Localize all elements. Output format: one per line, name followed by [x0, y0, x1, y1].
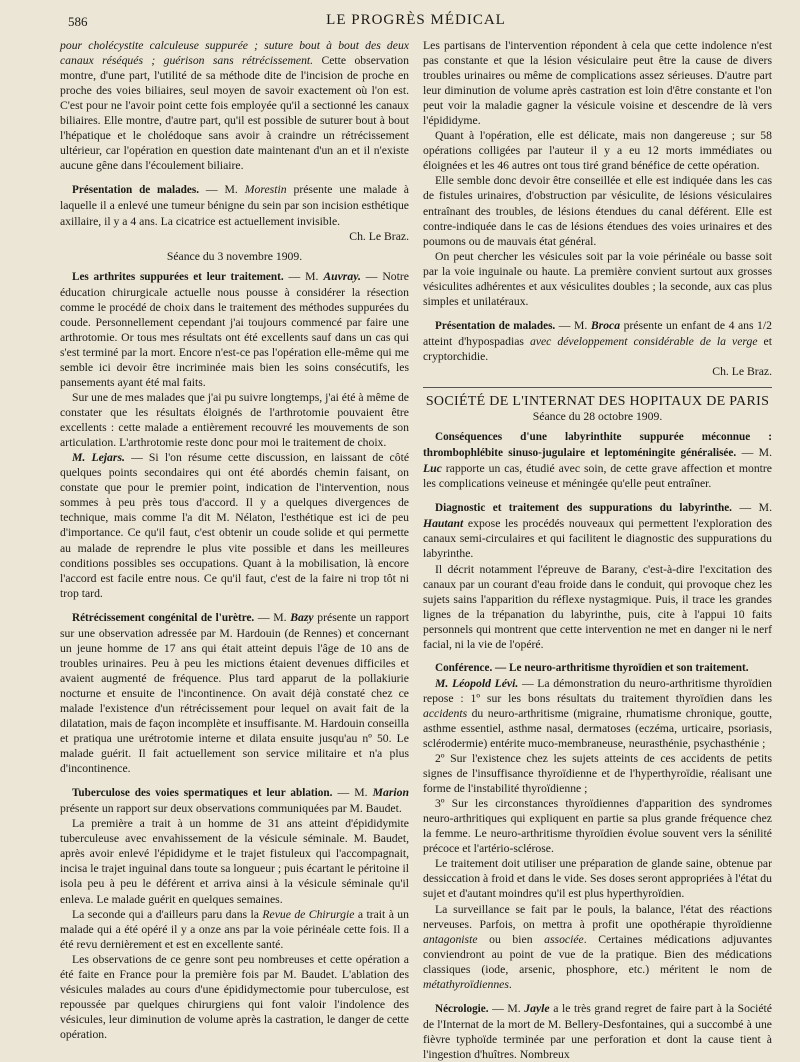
society-title: SOCIÉTÉ DE L'INTERNAT DES HOPITAUX DE PARIS	[425, 394, 770, 410]
paragraph: pour cholécystite calculeuse suppurée ; suture bout à bout des deux canaux réséqués ; guérison sans rétrécissement. Cette observation montre, d'une part, l'utilité de sa méthode dite de l'incision de proche en proche des voies biliaires, seul moyen de savoir exactement où l'on est. C'est pour ne l'avoir point cette fois employée qu'il a sectionné les canaux biliaires. Elle montre, d'autre part, qu'il est possible de suturer bout à bout l'hépatique et le cholédoque sans avoir à craindre un rétrécissement ultérieur, car l'opération en question date maintenant d'un an et il n'existe aucune gêne dans l'écoulement biliaire.	[60, 39, 409, 173]
journal-title: LE PROGRÈS MÉDICAL	[326, 12, 506, 28]
signature: Ch. Le Braz.	[349, 229, 409, 243]
society-date: Séance du 28 octobre 1909.	[532, 410, 663, 424]
section-tuberculose: Tuberculose des voies spermatiques et leur ablation. — M. Marion présente un rapport sur deux observations communiquées par M. Baudet.	[60, 786, 409, 816]
paragraph: On peut chercher les vésicules soit par la voie périnéale ou basse soit par la voie inguinale ou haute. La première convient surtout aux grosses vésiculites adhérentes et aux vésiculites doubles ; la seconde, aux cas plus simples et unilatéraux.	[423, 249, 772, 308]
section-presentation-broca: Présentation de malades. — M. Broca présente un enfant de 4 ans 1/2 atteint d'hypospadias avec développement considérable de la verge et cryptorchidie.	[423, 318, 772, 363]
paragraph: M. Léopold Lévi. — La démonstration du neuro-arthritisme thyroïdien repose : 1º sur les bons résultats du traitement thyroïdien dans les accidents du neuro-arthritisme (migraine, rhumatisme chronique, goutte, asthme essentiel, asthme nasal, dermatoses (eczéma, urticaire, psoriasis, sclérodermie) entérite muco-membraneuse, neurasthénie, psychasthénie ;	[423, 676, 772, 751]
section-conference: Conférence. — Le neuro-arthritisme thyroïdien et son traitement.	[435, 661, 749, 674]
signature: Ch. Le Braz.	[712, 364, 772, 378]
paragraph: M. Lejars. — Si l'on résume cette discussion, en laissant de côté quelques points secondaires qui ont été abordés chemin faisant, on constate que pour le premier point, indication de l'intervention, nous sommes à peu près tous d'accord. Il y a quelques divergences de technique, mais comme l'a dit M. Nélaton, l'esthétique est ici de peu d'importance. Ce qu'il faut, c'est obtenir un coude solide et qui permette au malade de reprendre le plus vite possible et dans les meilleures conditions possibles ses occupations. Quant à la mobilisation, là encore l'accord est facile entre nous. Ce qu'il faut, c'est de la faire ni trop tôt ni trop tard.	[60, 451, 410, 600]
section-presentation-morestin: Présentation de malades. — M. Morestin présente une malade à laquelle il a enlevé une tumeur bénigne du sein par son incision esthétique axillaire, il y a 4 ans. La cicatrice est actuellement invisible.	[60, 183, 409, 228]
paragraph: Quant à l'opération, elle est délicate, mais non dangereuse ; sur 58 opérations colligées par l'auteur il y a eu 12 morts immédiates ou éloignées et les 46 autres ont tous tiré grand bénéfice de cette opération.	[423, 129, 772, 173]
section-arthrites: Les arthrites suppurées et leur traitement. — M. Auvray. — Notre éducation chirurgicale actuelle nous pousse à considérer la résection comme le procédé de choix dans le traitement des méthodes suppurées du coude. Personnellement cependant j'ai toujours commencé par faire une arthrotomie. Or tous mes résultats ont été excellents sauf dans un cas qui s'est terminé par la mort. Encore n'est-ce pas l'opération elle-même qui me semble ici devoir être incriminée mais bien les soins consécutifs, les pansements ayant été mal faits.	[60, 269, 409, 389]
section-diagnostic: Diagnostic et traitement des suppurations du labyrinthe. — M. Hautant expose les procédés nouveaux qui permettent l'exploration des canaux semi-circulaires et qui facilitent le diagnostic des suppurations du labyrinthe.	[423, 501, 772, 561]
paragraph: Elle semble donc devoir être conseillée et elle est indiquée dans les cas de fistules urinaires, d'obstruction par vésiculite, de lésions vésiculaires entraînant des troubles, de lésions étendues du canal déférent. Elle est contre-indiquée dans le cas de lésions étendues des voies urinaires et des poumons ou de mauvais état général.	[423, 174, 772, 248]
section-labyrinthite: Conséquences d'une labyrinthite suppurée méconnue : thrombophlébite sinuso-jugulaire et leptoméningite généralisée. — M. Luc rapporte un cas, étudié avec soin, de cette grave affection et montre les complications veineuse et méningée qu'elle peut entraîner.	[423, 431, 772, 491]
right-column	[423, 38, 772, 1062]
paragraph: La première a trait à un homme de 31 ans atteint d'épididymite tuberculeuse avec envahissement de la vésicule séminale. M. Baudet, après avoir enlevé l'épididyme et le trajet fistuleux qui l'accompagnait, incisa le trajet inguinal dans toute sa longueur ; puis écartant le péritoine il isola peu à peu le déférent et arriva ainsi à la vésicule séminale qu'il enleva. Le malade guérit en quelques semaines.	[60, 817, 409, 906]
paragraph: La surveillance se fait par le pouls, la balance, l'état des réactions nerveuses. Parfois, on mettra à profit une opothérapie thyroïdienne antagoniste ou bien associée. Certaines médications adjuvantes conviendront au point de vue de la pratique. Bien des médications classiques (iode, arsenic, phosphore, etc.) méritent le nom de métathyroïdiennes.	[423, 902, 772, 991]
paragraph: 2º Sur l'existence chez les sujets atteints de ces accidents de petits signes de l'insuffisance thyroïdienne et de l'hyperthyroïdie, réalisant une forme de l'instabilité thyroïdienne ;	[423, 752, 772, 796]
seance-date: Séance du 3 novembre 1909.	[166, 249, 303, 263]
paragraph: Les partisans de l'intervention répondent à cela que cette indolence n'est pas constante et que la lésion vésiculaire peut être la cause de divers troubles urinaires ou même de complications assez sérieuses. D'autre part leur diminution de volume après castration est loin d'être constante et l'on peut voir la maladie gagner la vésicule voisine et descendre de là vers l'épididyme.	[423, 39, 772, 128]
page-number: 586	[68, 14, 88, 29]
section-necrologie: Nécrologie. — M. Jayle a le très grand regret de faire part à la Société de l'Internat de la mort de M. Bellery-Desfontaines, qui a succombé à une fièvre typhoïde terminée par une perforation et dont la cause tient à l'ingestion d'huîtres. Nombreux	[423, 1001, 772, 1061]
left-column	[60, 38, 409, 1062]
paragraph: Le traitement doit utiliser une préparation de glande saine, obtenue par dessiccation à froid et dans le vide. Ses doses seront appropriées à l'état du sujet et d'autant moindres qu'il est plus hyperthyroïdien.	[423, 857, 772, 901]
paragraph: Sur une de mes malades que j'ai pu suivre longtemps, j'ai été à même de constater que les résultats éloignés de l'arthrotomie pouvaient être excellents : cette malade a entièrement recouvré les mouvements de son articulation. L'arthrotomie reste donc pour moi le traitement de choix.	[60, 391, 409, 450]
section-retrecissement: Rétrécissement congénital de l'urètre. — M. Bazy présente un rapport sur une observation adressée par M. Hardouin (de Rennes) et concernant un jeune homme de 17 ans qui était atteint depuis l'âge de 10 ans de troubles urinaires. Peu à peu les mictions étaient devenues difficiles et avaient augmenté de fréquence. Plus tard apparut de la pollakiurie nocturne et ensuite de l'incontinence. On avait déjà constaté chez ce malade l'existence d'un rétrécissement pour lequel on avait fait de la dilatation, mais de façon incomplète et insuffisante. M. Hardouin conseilla et pratiqua une urétrotomie interne et dilata ensuite jusqu'au nº 50. Le malade guérit. Il fait actuellement son service militaire et n'a plus d'incontinence.	[60, 610, 410, 776]
section-divider	[423, 387, 772, 388]
paragraph: Les observations de ce genre sont peu nombreuses et cette opération a été faite en France pour la première fois par M. Baudet. L'ablation des vésicules malades au cours d'une épididymectomie pour tuberculose, est repoussée par quelques chirurgiens qui font valoir l'indolence des vésicules, leur diminution de volume après la castration, le danger de cette opération.	[60, 952, 409, 1041]
paragraph: La seconde qui a d'ailleurs paru dans la Revue de Chirurgie a trait à un malade qui a été opéré il y a onze ans par la voie périnéale cette fois. Il a été revu dernièrement et est en excellente santé.	[60, 907, 409, 951]
page-header	[60, 8, 772, 38]
paragraph: 3º Sur les circonstances thyroïdiennes d'apparition des syndromes neuro-arthritiques qui expliquent en partie sa plus grande fréquence chez la femme. Le neuro-arthritisme thyroïdien évolue souvent vers la sénilité précoce et l'artério-sclérose.	[423, 797, 772, 856]
paragraph: Il décrit notamment l'épreuve de Barany, c'est-à-dire l'excitation des canaux par un courant d'eau froide dans le conduit, qui provoque chez les sujets sains l'apparition du réflexe nystagmique. Puis, il trace les grandes lignes de la trépanation du labyrinthe, puis, cite à l'appui 10 faits personnels qui montrent que cette intervention ne met en danger ni le nerf facial, ni la vie de l'opéré.	[423, 562, 772, 651]
